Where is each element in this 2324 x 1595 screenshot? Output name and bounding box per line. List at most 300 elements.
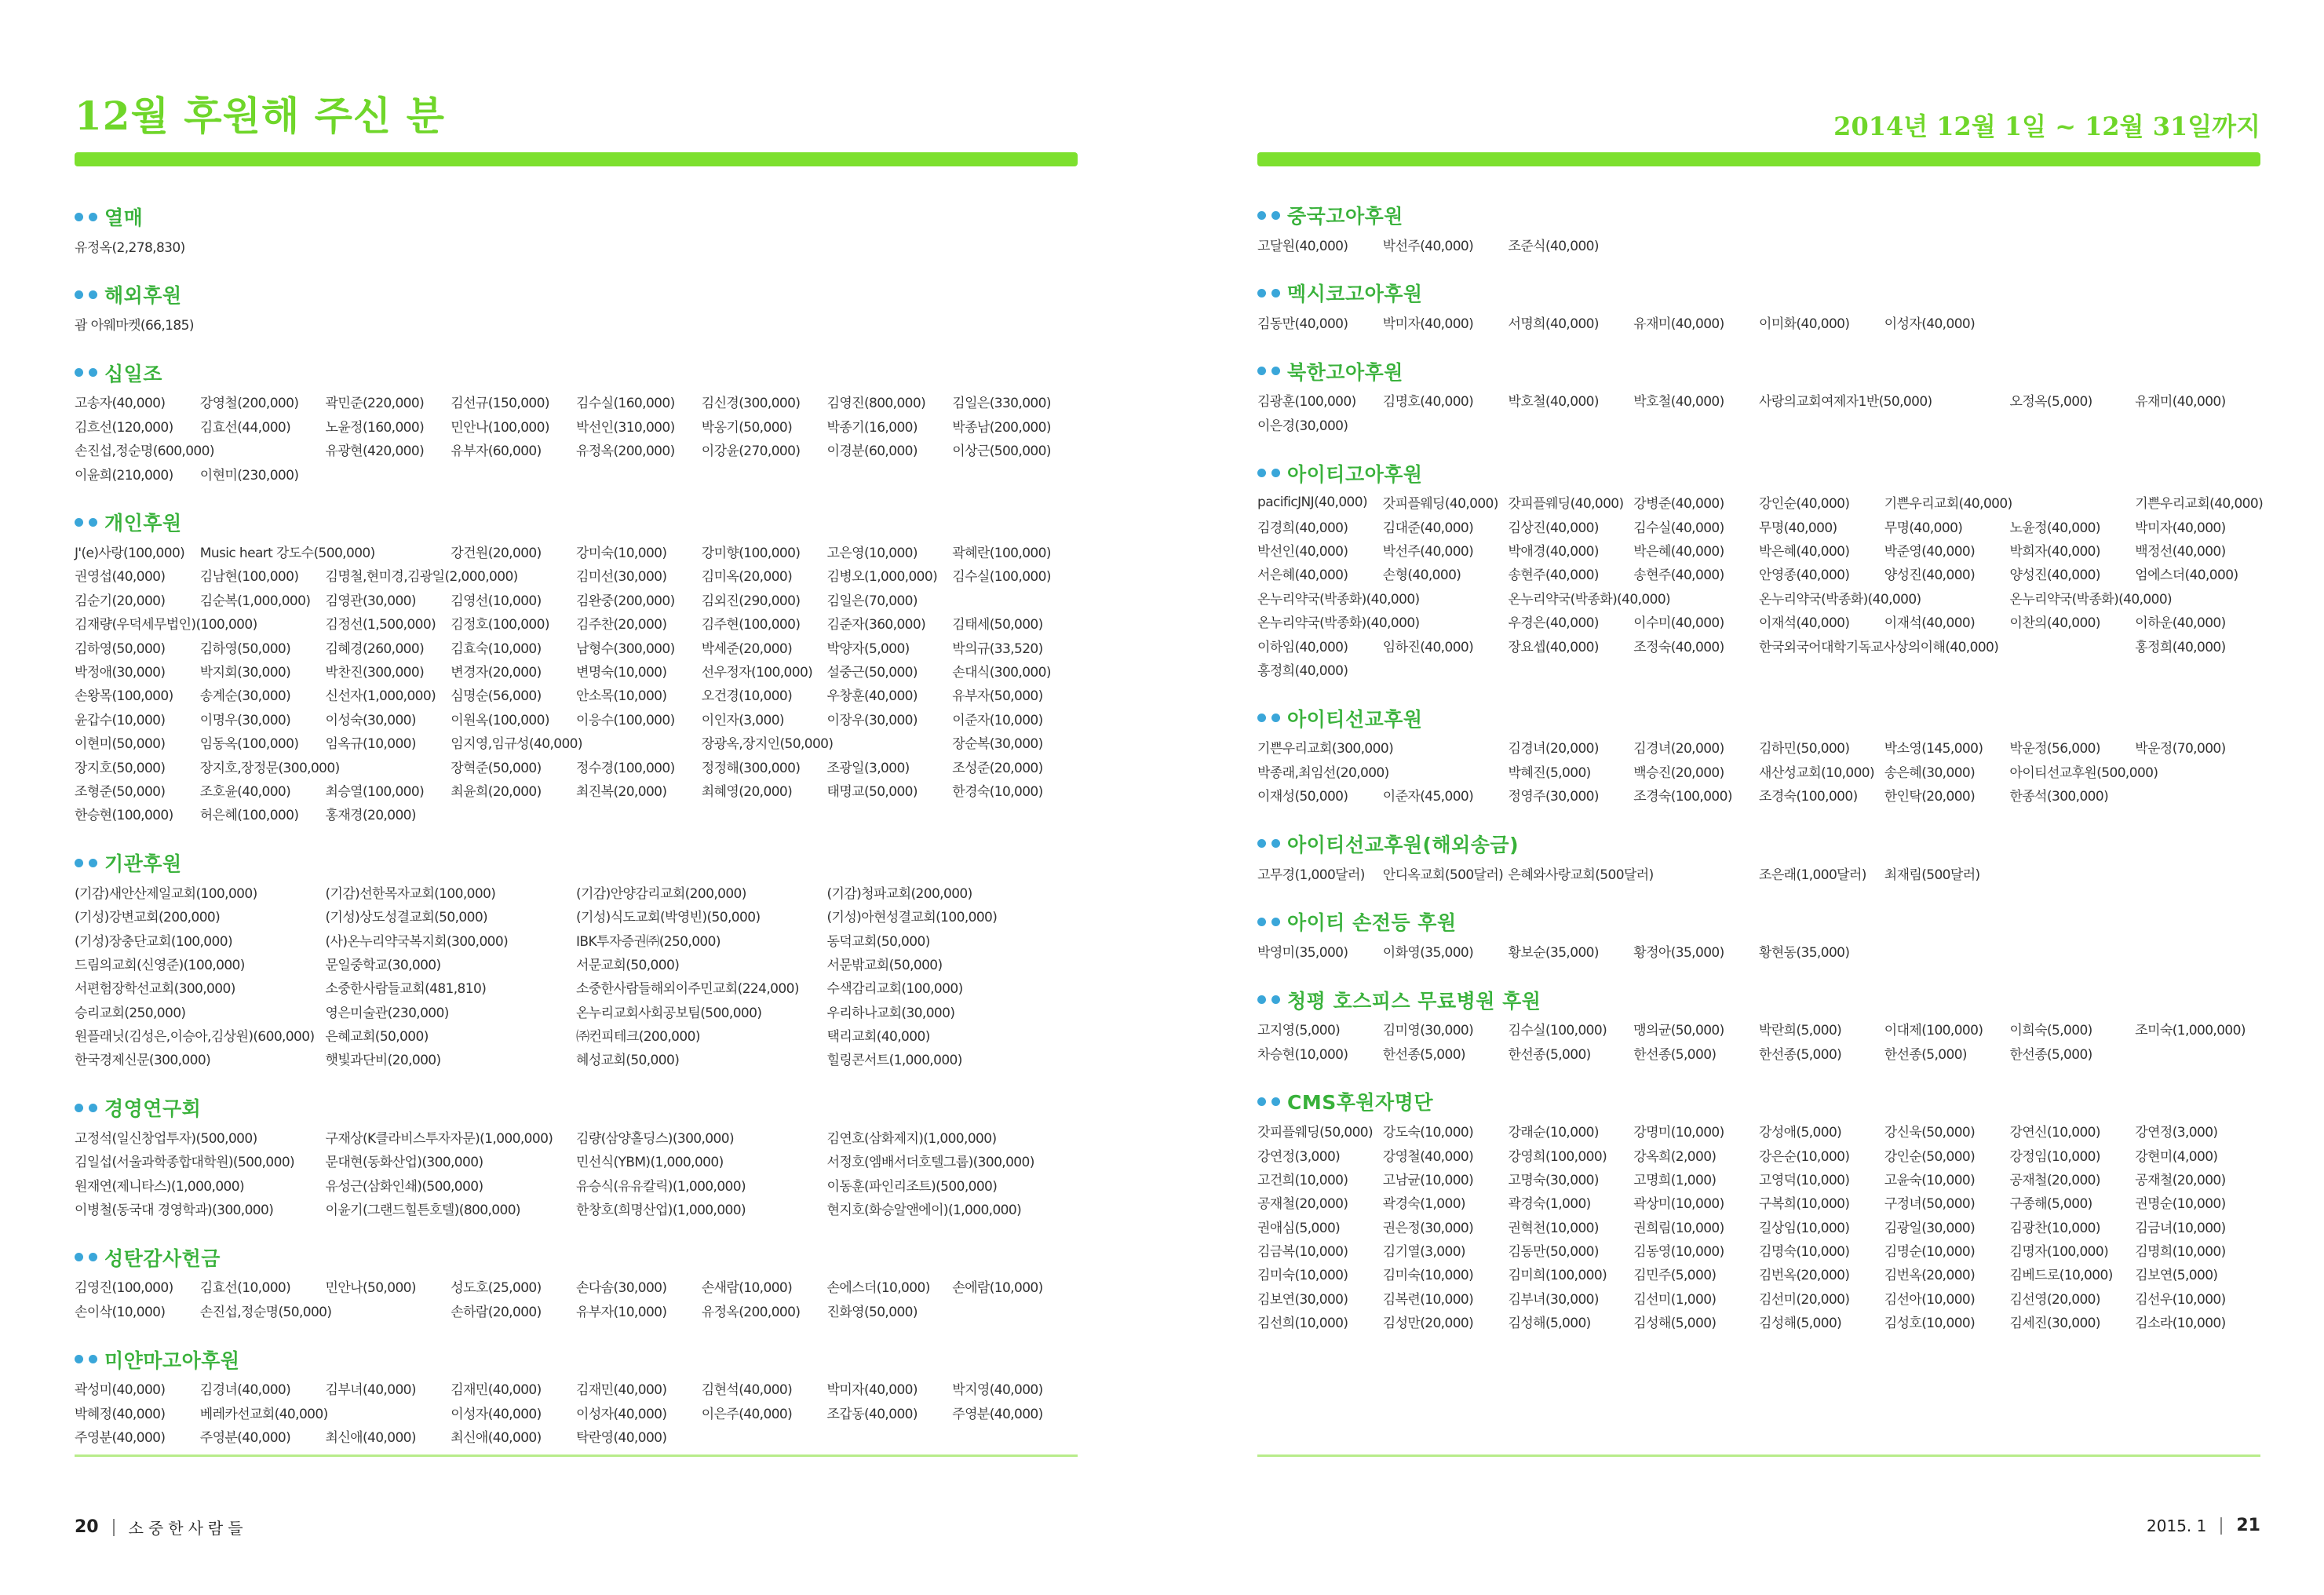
donor-entry: 이대제(100,000) bbox=[1884, 1023, 1983, 1039]
donor-entry: 우경은(40,000) bbox=[1508, 615, 1599, 632]
donor-entry: (기감)청파교회(200,000) bbox=[826, 885, 972, 902]
donor-entry: 문대현(동화산업)(300,000) bbox=[325, 1155, 483, 1171]
section-title bbox=[75, 508, 1078, 536]
donor-entry: 서문교회(50,000) bbox=[576, 957, 680, 973]
bullet-dots-icon bbox=[1257, 995, 1280, 1004]
donor-entry: 최진복(20,000) bbox=[576, 783, 667, 800]
donor-entry: 최승열(100,000) bbox=[325, 783, 425, 800]
donor-entry: 손왕목(100,000) bbox=[75, 688, 173, 705]
donor-entry: J'(e)사랑(100,000) bbox=[75, 546, 185, 562]
donor-row bbox=[75, 564, 1078, 587]
donor-entry: 원플래닛(김성은,이승아,김상원)(600,000) bbox=[75, 1029, 315, 1046]
donor-row bbox=[1257, 735, 2260, 759]
donor-entry: 기쁜우리교회(40,000) bbox=[2135, 496, 2264, 513]
donor-entry: 택리교회(40,000) bbox=[826, 1029, 930, 1046]
donor-entry: 이재성(50,000) bbox=[1257, 789, 1348, 805]
donor-entry: 강인순(40,000) bbox=[1759, 496, 1850, 513]
donor-entry: 송현주(40,000) bbox=[1508, 568, 1599, 584]
donor-row bbox=[75, 903, 1078, 927]
donor-section bbox=[75, 1093, 1078, 1221]
bullet-dot-icon bbox=[1271, 839, 1280, 848]
donor-entry: 김명순(10,000) bbox=[1884, 1244, 1976, 1261]
donor-entry: 우리하나교회(30,000) bbox=[826, 1005, 955, 1021]
donor-entry: 박선주(40,000) bbox=[1382, 238, 1474, 254]
donor-entry: 힐링콘서트(1,000,000) bbox=[826, 1053, 962, 1069]
bullet-dots-icon bbox=[75, 290, 97, 299]
donor-entry: 김외진(290,000) bbox=[701, 593, 801, 609]
donor-entry: 김병오(1,000,000) bbox=[826, 569, 938, 586]
donor-entry: 박선인(40,000) bbox=[1257, 544, 1348, 560]
donor-row bbox=[75, 611, 1078, 635]
donor-entry: 김영선(10,000) bbox=[451, 593, 542, 609]
donor-entry: 강영철(200,000) bbox=[199, 396, 299, 412]
donor-row bbox=[75, 802, 1078, 826]
donor-entry: 김재민(40,000) bbox=[451, 1382, 542, 1399]
donor-entry: 김현석(40,000) bbox=[701, 1382, 793, 1399]
donor-entry: 조경숙(100,000) bbox=[1759, 789, 1858, 805]
donor-entry: 한창호(희명산업)(1,000,000) bbox=[576, 1203, 746, 1219]
donor-entry: 윤갑수(10,000) bbox=[75, 712, 166, 728]
donor-entry: 이하임(40,000) bbox=[1257, 639, 1348, 655]
donor-entry: 곽경숙(1,000) bbox=[1508, 1196, 1591, 1213]
donor-entry: 김성해(5,000) bbox=[1633, 1316, 1717, 1332]
donor-entry: 공재철(20,000) bbox=[2009, 1172, 2100, 1188]
donor-entry: 태명교(50,000) bbox=[826, 783, 918, 800]
donor-entry: 공재철(20,000) bbox=[1257, 1196, 1348, 1213]
bullet-dots-icon bbox=[1257, 211, 1280, 220]
donor-entry: 장지호(50,000) bbox=[75, 760, 166, 776]
donor-entry: 고영덕(10,000) bbox=[1759, 1172, 1850, 1188]
donor-entry: 조미숙(1,000,000) bbox=[2135, 1023, 2246, 1039]
donor-entry: 갓피플웨딩(40,000) bbox=[1382, 496, 1498, 513]
donor-row bbox=[75, 928, 1078, 951]
section-title bbox=[1257, 357, 2260, 385]
donor-entry: 장광옥,장지인(50,000) bbox=[701, 736, 834, 753]
donor-entry: (기감)새안산제일교회(100,000) bbox=[75, 885, 257, 902]
donor-entry: 노윤정(160,000) bbox=[325, 419, 425, 436]
section-title bbox=[1257, 459, 2260, 487]
bullet-dots-icon bbox=[75, 368, 97, 377]
section-title bbox=[75, 1345, 1078, 1374]
donor-entry: 온누리약국(박종화)(40,000) bbox=[1257, 591, 1420, 608]
section-title bbox=[75, 203, 1078, 231]
donor-entry: 장지호,장정문(300,000) bbox=[199, 760, 340, 776]
donor-entry: 김상진(40,000) bbox=[1508, 520, 1599, 536]
donor-entry: 강래순(10,000) bbox=[1508, 1125, 1599, 1141]
donor-entry: 강연정(3,000) bbox=[2135, 1125, 2218, 1141]
donor-entry: 이준자(10,000) bbox=[952, 712, 1043, 728]
donor-entry: 한인탁(20,000) bbox=[1884, 789, 1976, 805]
donor-entry: 최신애(40,000) bbox=[451, 1429, 542, 1446]
donor-entry: 남형수(300,000) bbox=[576, 641, 675, 657]
donor-entry: 이수미(40,000) bbox=[1633, 615, 1724, 632]
donor-entry: 길상임(10,000) bbox=[1759, 1220, 1850, 1236]
section-title bbox=[75, 1093, 1078, 1122]
donor-entry: 김미희(100,000) bbox=[1508, 1268, 1607, 1284]
bullet-dot-icon bbox=[1257, 1097, 1266, 1106]
donor-entry: 권애심(5,000) bbox=[1257, 1220, 1341, 1236]
donor-entry: 이명우(30,000) bbox=[199, 712, 291, 728]
donor-entry: 김남현(100,000) bbox=[199, 569, 299, 586]
donor-entry: 고무경(1,000달러) bbox=[1257, 867, 1365, 883]
donor-entry: 김순기(20,000) bbox=[75, 593, 166, 609]
donor-entry: 강도숙(10,000) bbox=[1382, 1125, 1474, 1141]
section-title-text: 개인후원 bbox=[104, 512, 182, 535]
donor-entry: 구복희(10,000) bbox=[1759, 1196, 1850, 1213]
right-page bbox=[1257, 0, 2264, 1595]
donor-entry: 고남균(10,000) bbox=[1382, 1172, 1474, 1188]
donor-entry: 김선영(20,000) bbox=[2009, 1291, 2100, 1308]
donor-entry: 황정아(35,000) bbox=[1633, 944, 1724, 961]
donor-entry: 최혜영(20,000) bbox=[701, 783, 793, 800]
bullet-dot-icon bbox=[1257, 918, 1266, 926]
donor-row bbox=[75, 1173, 1078, 1196]
donor-row bbox=[75, 587, 1078, 611]
donor-row bbox=[75, 1377, 1078, 1400]
donor-row bbox=[1257, 562, 2260, 586]
donor-section bbox=[1257, 704, 2260, 807]
donor-entry: 김영관(30,000) bbox=[325, 593, 416, 609]
donor-entry: 유정옥(200,000) bbox=[701, 1304, 801, 1320]
donor-entry: 강영철(40,000) bbox=[1382, 1148, 1474, 1165]
donor-entry: 손에람(10,000) bbox=[952, 1280, 1043, 1297]
donor-entry: 김수실(160,000) bbox=[576, 396, 675, 412]
donor-entry: 손에스더(10,000) bbox=[826, 1280, 930, 1297]
donor-entry: 은혜와사랑교회(500달러) bbox=[1508, 867, 1654, 883]
donor-entry: 권희림(10,000) bbox=[1633, 1220, 1724, 1236]
donor-entry: 김선규(150,000) bbox=[451, 396, 549, 412]
donor-entry: 햇빛과단비(20,000) bbox=[325, 1053, 441, 1069]
donor-entry: 주영분(40,000) bbox=[75, 1429, 166, 1446]
section-title-text: 아이티 손전등 후원 bbox=[1287, 911, 1457, 935]
donor-entry: 박지영(40,000) bbox=[952, 1382, 1043, 1399]
bullet-dots-icon bbox=[1257, 1097, 1280, 1106]
bullet-dot-icon bbox=[1257, 469, 1266, 477]
page-title: 12월 후원해 주신 분 bbox=[75, 93, 445, 139]
donor-entry: 이윤희(210,000) bbox=[75, 467, 173, 484]
donor-entry: 안디옥교회(500달러) bbox=[1382, 867, 1504, 883]
donor-entry: 김혜경(260,000) bbox=[325, 641, 425, 657]
donor-entry: 강미향(100,000) bbox=[701, 546, 801, 562]
donor-entry: 김선아(10,000) bbox=[1884, 1291, 1976, 1308]
donor-entry: 오정옥(5,000) bbox=[2009, 394, 2092, 411]
donor-entry: 김명자(100,000) bbox=[2009, 1244, 2109, 1261]
donor-entry: 강명미(10,000) bbox=[1633, 1125, 1724, 1141]
donor-entry: 민선식(YBM)(1,000,000) bbox=[576, 1155, 724, 1171]
donor-entry: 박소영(145,000) bbox=[1884, 741, 1983, 757]
donor-row bbox=[1257, 1310, 2260, 1334]
donor-entry: 강영희(100,000) bbox=[1508, 1148, 1607, 1165]
donor-entry: 박선주(40,000) bbox=[1382, 544, 1474, 560]
donor-row bbox=[1257, 1191, 2260, 1214]
page-footer-right bbox=[2147, 1516, 2260, 1535]
donor-entry: 박운정(56,000) bbox=[2009, 741, 2100, 757]
footer-separator bbox=[2220, 1517, 2222, 1535]
donor-entry: 조성준(20,000) bbox=[952, 760, 1043, 776]
donor-entry: 이동훈(파인리조트)(500,000) bbox=[826, 1178, 998, 1195]
donor-entry: 한선종(5,000) bbox=[2009, 1046, 2092, 1063]
donor-entry: 김광찬(10,000) bbox=[2009, 1220, 2100, 1236]
donor-entry: 소중한사람들해외이주민교회(224,000) bbox=[576, 981, 799, 998]
donor-entry: 이인자(3,000) bbox=[701, 712, 784, 728]
donor-entry: 차승현(10,000) bbox=[1257, 1046, 1348, 1063]
donor-entry: 김금녀(10,000) bbox=[2135, 1220, 2226, 1236]
donor-entry: 조은래(1,000달러) bbox=[1759, 867, 1866, 883]
footer-separator bbox=[113, 1519, 115, 1536]
donor-row bbox=[75, 754, 1078, 778]
donor-entry: 송은혜(30,000) bbox=[1884, 765, 1976, 781]
section-title-text: 미얀마고아후원 bbox=[104, 1349, 240, 1372]
donor-entry: 한경숙(10,000) bbox=[952, 783, 1043, 800]
section-title bbox=[1257, 986, 2260, 1014]
section-title-text: 북한고아후원 bbox=[1287, 360, 1403, 384]
donor-entry: (기성)식도교회(박영빈)(50,000) bbox=[576, 910, 761, 926]
donor-entry: 황현동(35,000) bbox=[1759, 944, 1850, 961]
donor-entry: 노윤정(40,000) bbox=[2009, 520, 2100, 536]
donor-entry: 고윤숙(10,000) bbox=[1884, 1172, 1976, 1188]
donor-entry: 김선우(10,000) bbox=[2135, 1291, 2226, 1308]
donor-entry: 장요셉(40,000) bbox=[1508, 639, 1599, 655]
donor-section bbox=[1257, 907, 2260, 962]
section-title-text: 멕시코고아후원 bbox=[1287, 283, 1423, 306]
donor-entry: 이응수(100,000) bbox=[576, 712, 675, 728]
bullet-dots-icon bbox=[75, 859, 97, 867]
issue-date: 2015. 1 bbox=[2147, 1516, 2207, 1535]
donor-entry: 김선미(1,000) bbox=[1633, 1291, 1717, 1308]
title-underline-bar bbox=[75, 152, 1078, 166]
donor-entry: 한선종(5,000) bbox=[1382, 1046, 1465, 1063]
donor-row bbox=[1257, 1262, 2260, 1286]
donor-entry: 박종래,최임선(20,000) bbox=[1257, 765, 1389, 781]
donor-entry: 주영분(40,000) bbox=[199, 1429, 291, 1446]
donor-list-left bbox=[75, 203, 1078, 1471]
donor-entry: 김선미(20,000) bbox=[1759, 1291, 1850, 1308]
donor-entry: 김정선(1,500,000) bbox=[325, 617, 436, 633]
donor-row bbox=[1257, 610, 2260, 633]
donor-entry: 김태세(50,000) bbox=[952, 617, 1043, 633]
donor-entry: 변명숙(10,000) bbox=[576, 664, 667, 681]
bullet-dot-icon bbox=[1257, 211, 1266, 220]
donor-list-right bbox=[1257, 201, 2264, 1356]
donor-entry: 고지영(5,000) bbox=[1257, 1023, 1341, 1039]
donor-row bbox=[1257, 939, 2260, 962]
bullet-dot-icon bbox=[75, 859, 83, 867]
donor-section bbox=[75, 1345, 1078, 1448]
section-end-divider bbox=[75, 1454, 1078, 1457]
donor-entry: 곽혜란(100,000) bbox=[952, 546, 1051, 562]
donor-row bbox=[75, 659, 1078, 682]
donor-section bbox=[1257, 1087, 2260, 1334]
donor-entry: 구재상(K클라비스투자자문)(1,000,000) bbox=[325, 1130, 553, 1147]
donor-entry: 조광일(3,000) bbox=[826, 760, 910, 776]
donor-entry: 김순복(1,000,000) bbox=[199, 593, 311, 609]
donor-entry: 김명희(10,000) bbox=[2135, 1244, 2226, 1261]
donor-entry: 허은혜(100,000) bbox=[199, 808, 299, 824]
donor-entry: 김대준(40,000) bbox=[1382, 520, 1474, 536]
donor-entry: 성도호(25,000) bbox=[451, 1280, 542, 1297]
donor-entry: 김일섭(서울과학종합대학원)(500,000) bbox=[75, 1155, 295, 1171]
donor-entry: 설중근(50,000) bbox=[826, 664, 918, 681]
donor-entry: (기감)안양감리교회(200,000) bbox=[576, 885, 746, 902]
donor-entry: 한선종(5,000) bbox=[1759, 1046, 1842, 1063]
donor-entry: 김신경(300,000) bbox=[701, 396, 801, 412]
donor-entry: IBK투자증권㈜(250,000) bbox=[576, 933, 721, 950]
donor-entry: 드림의교회(신영준)(100,000) bbox=[75, 957, 245, 973]
donor-row bbox=[75, 390, 1078, 414]
page-number: 20 bbox=[75, 1517, 99, 1537]
donor-entry: 김복련(10,000) bbox=[1382, 1291, 1474, 1308]
donor-entry: ㈜컨피테크(200,000) bbox=[576, 1029, 700, 1046]
donor-entry: 김부녀(40,000) bbox=[325, 1382, 416, 1399]
donor-row bbox=[1257, 1143, 2260, 1166]
section-title-text: 성탄감사헌금 bbox=[104, 1246, 221, 1270]
bullet-dots-icon bbox=[75, 518, 97, 527]
bullet-dot-icon bbox=[75, 1253, 83, 1261]
donor-entry: 온누리약국(박종화)(40,000) bbox=[1257, 615, 1420, 632]
donor-entry: 최재림(500달러) bbox=[1884, 867, 1980, 883]
donor-entry: 양성진(40,000) bbox=[2009, 568, 2100, 584]
bullet-dot-icon bbox=[1257, 289, 1266, 297]
donor-entry: 기쁜우리교회(40,000) bbox=[1884, 496, 2012, 513]
donor-row bbox=[1257, 759, 2260, 783]
donor-entry: 손형(40,000) bbox=[1382, 568, 1461, 584]
donor-entry: 강옥희(2,000) bbox=[1633, 1148, 1717, 1165]
donor-entry: 김주찬(20,000) bbox=[576, 617, 667, 633]
donor-entry: 곽성미(40,000) bbox=[75, 1382, 166, 1399]
bullet-dot-icon bbox=[75, 1355, 83, 1363]
donor-entry: 변경자(20,000) bbox=[451, 664, 542, 681]
donor-row bbox=[1257, 232, 2260, 256]
donor-entry: (기성)상도성결교회(50,000) bbox=[325, 910, 488, 926]
donor-row bbox=[1257, 861, 2260, 885]
section-title bbox=[75, 849, 1078, 877]
magazine-name: 소중한사람들 bbox=[128, 1519, 248, 1538]
donor-entry: 박찬진(300,000) bbox=[325, 664, 425, 681]
donor-entry: 김동만(50,000) bbox=[1508, 1244, 1599, 1261]
donor-section bbox=[75, 508, 1078, 826]
donor-entry: 새산성교회(10,000) bbox=[1759, 765, 1875, 781]
donor-entry: 유정옥(2,278,830) bbox=[75, 239, 185, 256]
donor-entry: 한선종(5,000) bbox=[1633, 1046, 1717, 1063]
donor-entry: 김성호(10,000) bbox=[1884, 1316, 1976, 1332]
donor-row bbox=[75, 951, 1078, 975]
bullet-dot-icon bbox=[1257, 995, 1266, 1004]
donor-row bbox=[75, 1125, 1078, 1148]
bullet-dot-icon bbox=[89, 518, 97, 527]
donor-entry: 유재미(40,000) bbox=[1633, 316, 1724, 333]
donor-entry: 박란희(5,000) bbox=[1759, 1023, 1842, 1039]
section-title-text: 청평 호스피스 무료병원 후원 bbox=[1287, 989, 1541, 1013]
donor-entry: 김베드로(10,000) bbox=[2009, 1268, 2113, 1284]
donor-entry: 선우정자(100,000) bbox=[701, 664, 813, 681]
section-end-divider bbox=[1257, 1454, 2260, 1457]
donor-row bbox=[1257, 633, 2260, 657]
donor-entry: 김연호(삼화제지)(1,000,000) bbox=[826, 1130, 997, 1147]
donor-entry: 박미자(40,000) bbox=[2135, 520, 2226, 536]
donor-entry: 김부녀(30,000) bbox=[1508, 1291, 1599, 1308]
donor-entry: 송계순(30,000) bbox=[199, 688, 291, 705]
donor-entry: 박지회(30,000) bbox=[199, 664, 291, 681]
donor-entry: 김소라(10,000) bbox=[2135, 1316, 2226, 1332]
donor-entry: 갓피플웨딩(50,000) bbox=[1257, 1125, 1374, 1141]
donor-row bbox=[75, 1400, 1078, 1424]
donor-entry: 한국외국어대학기독교사상의이해(40,000) bbox=[1759, 639, 1999, 655]
donor-entry: (기감)선한목자교회(100,000) bbox=[325, 885, 496, 902]
donor-entry: 김하영(50,000) bbox=[75, 641, 166, 657]
donor-entry: 고명희(1,000) bbox=[1633, 1172, 1717, 1188]
donor-entry: 이은주(40,000) bbox=[701, 1406, 793, 1422]
donor-entry: 김주현(100,000) bbox=[701, 617, 801, 633]
donor-row bbox=[75, 778, 1078, 801]
bullet-dot-icon bbox=[75, 290, 83, 299]
donor-entry: 이재석(40,000) bbox=[1884, 615, 1976, 632]
donor-entry: 소중한사람들교회(481,810) bbox=[325, 981, 487, 998]
donor-entry: 이미화(40,000) bbox=[1759, 316, 1850, 333]
donor-entry: 심명순(56,000) bbox=[451, 688, 542, 705]
section-title-text: 기관후원 bbox=[104, 852, 182, 876]
donor-entry: 홍재경(20,000) bbox=[325, 808, 416, 824]
donor-entry: 온누리약국(박종화)(40,000) bbox=[1759, 591, 1921, 608]
donor-row bbox=[1257, 412, 2260, 436]
donor-entry: 승리교회(250,000) bbox=[75, 1005, 186, 1021]
donor-entry: 김보연(30,000) bbox=[1257, 1291, 1348, 1308]
donor-entry: 한선종(5,000) bbox=[1508, 1046, 1591, 1063]
bullet-dots-icon bbox=[75, 1253, 97, 1261]
donor-entry: 권은정(30,000) bbox=[1382, 1220, 1474, 1236]
donor-entry: 박운정(70,000) bbox=[2135, 741, 2226, 757]
donor-entry: 박세준(20,000) bbox=[701, 641, 793, 657]
donor-entry: 박선인(310,000) bbox=[576, 419, 675, 436]
donor-entry: 박준영(40,000) bbox=[1884, 544, 1976, 560]
donor-entry: 강신욱(50,000) bbox=[1884, 1125, 1976, 1141]
donor-entry: 서은혜(40,000) bbox=[1257, 568, 1348, 584]
donor-section bbox=[75, 280, 1078, 335]
donor-entry: 김준자(360,000) bbox=[826, 617, 926, 633]
donor-entry: 김경녀(40,000) bbox=[199, 1382, 291, 1399]
donor-entry: 김효선(44,000) bbox=[199, 419, 291, 436]
donor-entry: 홍정희(40,000) bbox=[1257, 662, 1348, 679]
section-title bbox=[1257, 201, 2260, 229]
donor-entry: 이성자(40,000) bbox=[576, 1406, 667, 1422]
donor-entry: 괌 아웨마켓(66,185) bbox=[75, 318, 194, 334]
donor-entry: 구정녀(50,000) bbox=[1884, 1196, 1976, 1213]
donor-entry: 김재량(우덕세무법인)(100,000) bbox=[75, 617, 257, 633]
donor-entry: 주영분(40,000) bbox=[952, 1406, 1043, 1422]
section-title-text: 해외후원 bbox=[104, 284, 182, 308]
donor-entry: 박혜정(40,000) bbox=[75, 1406, 166, 1422]
section-title-text: 열매 bbox=[104, 206, 144, 229]
donor-entry: 김광일(30,000) bbox=[1884, 1220, 1976, 1236]
donor-entry: 이준자(45,000) bbox=[1382, 789, 1474, 805]
donor-entry: 손대식(300,000) bbox=[952, 664, 1051, 681]
donor-entry: 베레카선교회(40,000) bbox=[199, 1406, 328, 1422]
donor-entry: 고명숙(30,000) bbox=[1508, 1172, 1599, 1188]
donor-row bbox=[75, 706, 1078, 730]
donor-entry: 조경숙(100,000) bbox=[1633, 789, 1732, 805]
donor-entry: 김명숙(10,000) bbox=[1759, 1244, 1850, 1261]
donor-entry: 온누리약국(박종화)(40,000) bbox=[1508, 591, 1671, 608]
bullet-dot-icon bbox=[89, 368, 97, 377]
section-title bbox=[75, 280, 1078, 308]
donor-row bbox=[1257, 1286, 2260, 1309]
donor-entry: 무명(40,000) bbox=[1884, 520, 1963, 536]
donor-entry: 유정옥(200,000) bbox=[576, 443, 675, 460]
bullet-dots-icon bbox=[1257, 918, 1280, 926]
donor-entry: 수색감리교회(100,000) bbox=[826, 981, 963, 998]
donor-entry: 박호철(40,000) bbox=[1508, 394, 1599, 411]
donor-section bbox=[1257, 459, 2264, 681]
donor-entry: 유부자(60,000) bbox=[451, 443, 542, 460]
